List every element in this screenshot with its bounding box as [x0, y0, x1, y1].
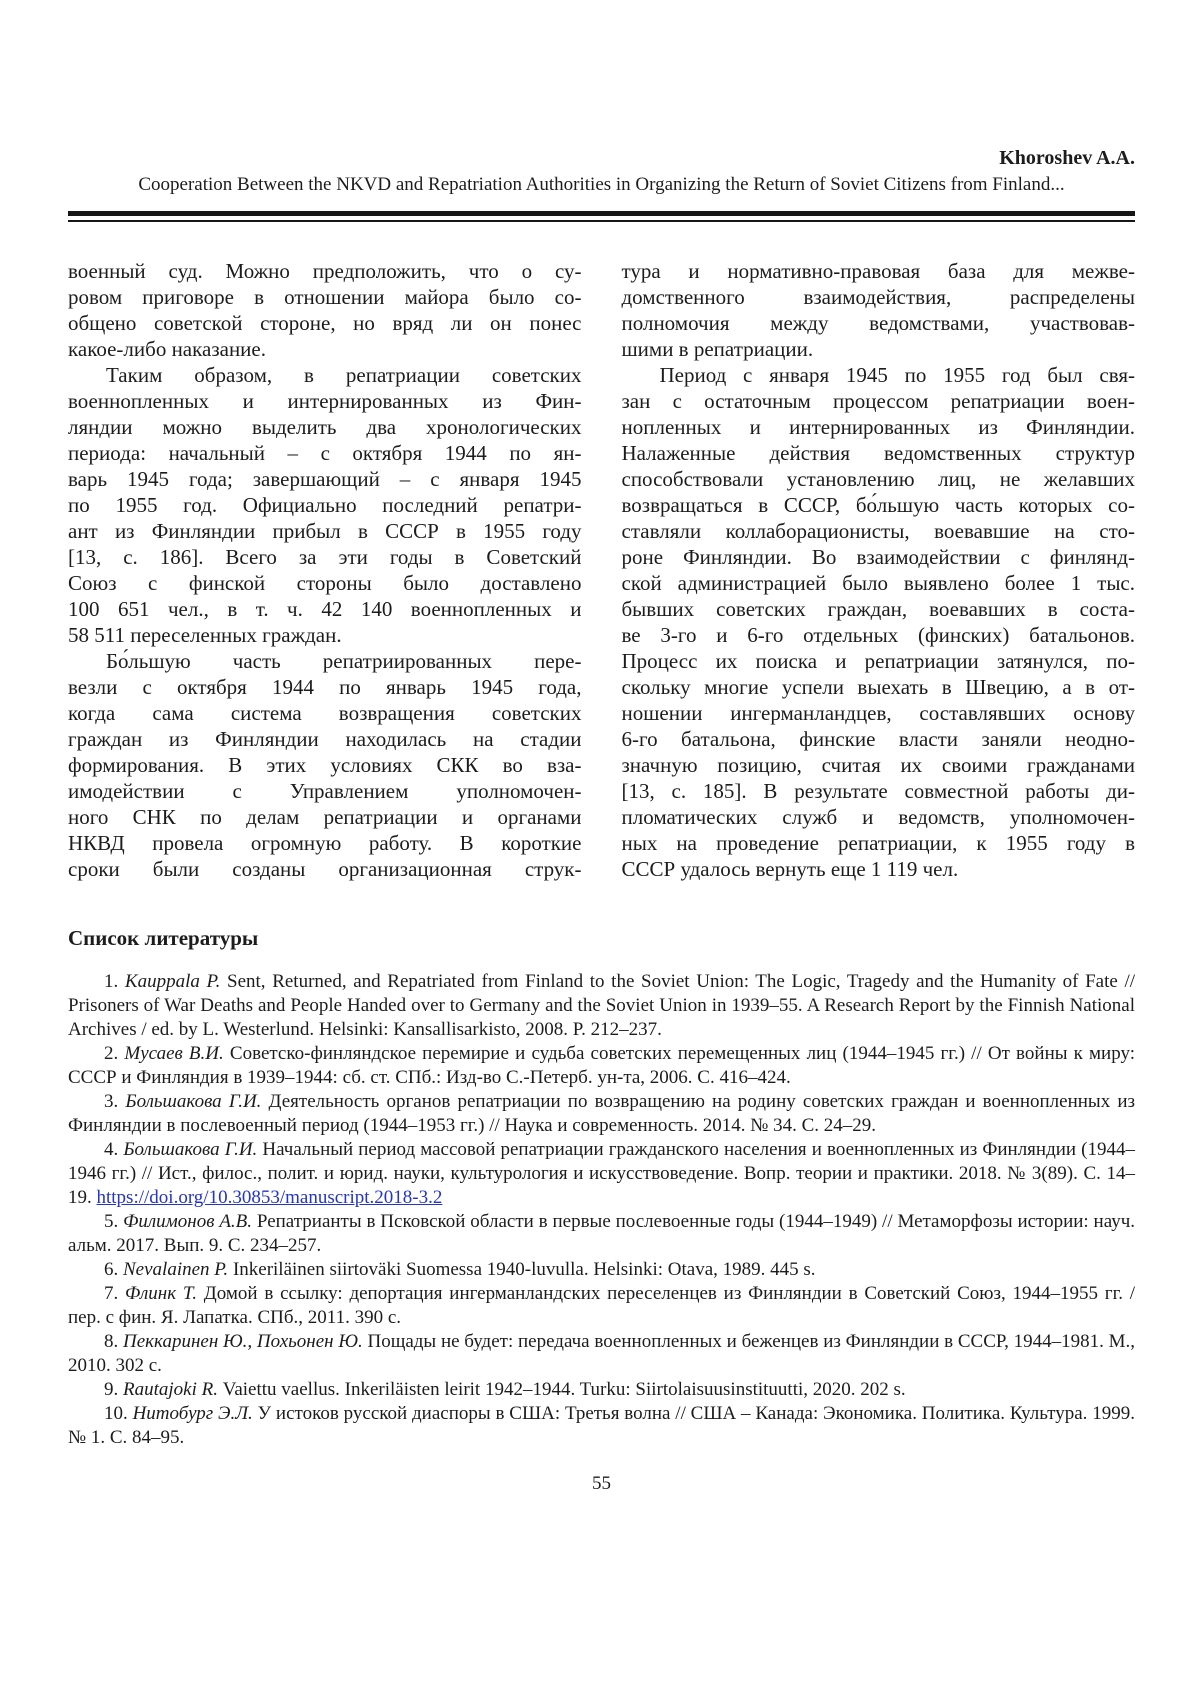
reference-author: Nevalainen P. [123, 1259, 233, 1280]
body-columns [68, 258, 1135, 882]
text-line: формирования. В этих условиях СКК во вза- [68, 753, 582, 777]
text-line: Таким образом, в репатриации советских [106, 363, 582, 387]
reference-number: 8. [104, 1331, 124, 1352]
paragraph [68, 648, 582, 882]
text-line: домственного взаимодействия, распределены [621, 285, 1135, 309]
text-line: ных на проведение репатриации, к 1955 году в [621, 831, 1135, 855]
text-line: Период с января 1945 по 1955 год был свя- [659, 363, 1135, 387]
text-line: варь 1945 года; завершающий – с января 1945 [68, 467, 582, 491]
reference-author: Пеккаринен Ю., Похьонен Ю. [123, 1331, 368, 1352]
text-line: ской администрацией было выявлено более 1 тыс. [621, 571, 1135, 595]
text-line: значную позицию, считая их своими гражданами [621, 753, 1135, 777]
doi-link[interactable]: https://doi.org/10.30853/manuscript.2018-3.2 [96, 1187, 443, 1208]
text-line: тура и нормативно-правовая база для межве- [621, 259, 1135, 283]
text-column-right [622, 258, 1136, 882]
reference-author: Большакова Г.И. [125, 1091, 269, 1112]
reference-number: 4. [104, 1139, 124, 1160]
header-rule [68, 211, 1135, 222]
paragraph [68, 258, 582, 362]
reference-author: Филимонов А.В. [123, 1211, 257, 1232]
paragraph [622, 258, 1136, 362]
text-line: сроки были созданы организационная струк- [68, 857, 582, 881]
text-line: когда сама система возвращения советских [68, 701, 582, 725]
reference-author: Rautajoki R. [123, 1379, 223, 1400]
reference-number: 6. [104, 1259, 123, 1280]
text-line: военнопленных и интернированных из Фин- [68, 389, 582, 413]
text-line: 6-го батальона, финские власти заняли неодно- [621, 727, 1135, 751]
text-line: по 1955 год. Официально последний репатри- [68, 493, 582, 517]
text-line: ант из Финляндии прибыл в СССР в 1955 году [68, 519, 582, 543]
reference-author: Большакова Г.И. [123, 1139, 263, 1160]
reference-item: 4. Большакова Г.И. Начальный период массовой репатриации гражданского населения и военнопленных из Финляндии (1944–1946 гг.) // Ист., филос., полит. и юрид. науки, культурология и искусствоведение. Вопр. теории и практики. 2018. № 3(89). С. 14–19. https://doi.org/10.30853/manuscript.2018-3.2 [68, 1139, 1135, 1208]
text-line: пломатических служб и ведомств, уполномочен- [621, 805, 1135, 829]
reference-number: 7. [104, 1283, 126, 1304]
text-line: нопленных и интернированных из Финляндии. [621, 415, 1135, 439]
references-heading: Список литературы [68, 926, 259, 950]
reference-number: 2. [104, 1043, 125, 1064]
text-line: бывших советских граждан, воевавших в соста- [621, 597, 1135, 621]
running-head-title: Cooperation Between the NKVD and Repatriation Authorities in Organizing the Return of Soviet Citizens from Finland... [138, 174, 1065, 195]
reference-number: 5. [104, 1211, 124, 1232]
text-line: периода: начальный – с октября 1944 по ян- [68, 441, 582, 465]
paragraph [622, 362, 1136, 882]
text-line: скольку многие успели выехать в Швецию, а в от- [621, 675, 1135, 699]
text-line: [13, с. 186]. Всего за эти годы в Советский [68, 545, 582, 569]
text-line: зан с остаточным процессом репатриации воен- [621, 389, 1135, 413]
text-line: военный суд. Можно предположить, что о су- [68, 259, 582, 283]
page-number: 55 [592, 1473, 611, 1494]
reference-item: 10. Нитобург Э.Л. У истоков русской диаспоры в США: Третья волна // США – Канада: Экономика. Политика. Культура. 1999. № 1. С. 84–95. [68, 1403, 1135, 1448]
text-line: имодействии с Управлением уполномочен- [68, 779, 582, 803]
text-line: Процесс их поиска и репатриации затянулся, по- [621, 649, 1135, 673]
text-line: НКВД провела огромную работу. В короткие [68, 831, 582, 855]
reference-number: 10. [104, 1403, 133, 1424]
reference-author: Флинк Т. [125, 1283, 204, 1304]
text-line: способствовали установлению лиц, не желавших [621, 467, 1135, 491]
text-line: [13, с. 185]. В результате совместной работы ди- [621, 779, 1135, 803]
reference-item: 5. Филимонов А.В. Репатрианты в Псковской области в первые послевоенные годы (1944–1949) // Метаморфозы истории: науч. альм. 2017. Вып. 9. С. 234–257. [68, 1211, 1136, 1256]
reference-author: Нитобург Э.Л. [132, 1403, 258, 1424]
text-column-left [68, 258, 582, 882]
text-line: полномочия между ведомствами, участвовав- [621, 311, 1135, 335]
reference-number: 9. [104, 1379, 123, 1400]
text-line: граждан из Финляндии находилась на стадии [68, 727, 582, 751]
reference-item: 7. Флинк Т. Домой в ссылку: депортация ингерманландских переселенцев из Финляндии в Советский Союз, 1944–1955 гг. / пер. с фин. Я. Лапатка. СПб., 2011. 390 с. [68, 1283, 1136, 1328]
text-line: общено советской стороне, но вряд ли он понес [68, 311, 582, 335]
text-line: Бо́льшую часть репатриированных пере- [106, 649, 582, 673]
running-head-author: Khoroshev A.A. [999, 147, 1135, 169]
text-line: ного СНК по делам репатриации и органами [68, 805, 582, 829]
reference-item: 9. Rautajoki R. Vaiettu vaellus. Inkeriläisten leirit 1942–1944. Turku: Siirtolaisuusinstituutti, 2020. 202 s. [104, 1379, 906, 1400]
reference-item: 6. Nevalainen P. Inkeriläinen siirtoväki Suomessa 1940-luvulla. Helsinki: Otava, 1989. 445 s. [104, 1259, 816, 1280]
text-line: ляндии можно выделить два хронологических [68, 415, 582, 439]
reference-author: Мусаев В.И. [124, 1043, 230, 1064]
text-line: 100 651 чел., в т. ч. 42 140 военнопленных и [68, 597, 582, 621]
text-line: ве 3-го и 6-го отдельных (финских) батальонов. [621, 623, 1135, 647]
text-line: ставляли коллаборационисты, воевавшие на сто- [621, 519, 1135, 543]
text-line: СССР удалось вернуть еще 1 119 чел. [621, 857, 959, 881]
text-line: возвращаться в СССР, бо́льшую часть которых со- [621, 493, 1135, 517]
text-line: ношении ингерманландцев, составлявших основу [621, 701, 1135, 725]
reference-author: Kauppala P. [124, 971, 228, 992]
references-list [68, 970, 1135, 1450]
paragraph [68, 362, 582, 648]
reference-item: 3. Большакова Г.И. Деятельность органов репатриации по возвращению на родину советских граждан и военнопленных из Финляндии в послевоенный период (1944–1953 гг.) // Наука и современность. 2014. № 34. С. 24–29. [68, 1091, 1135, 1136]
text-line: 58 511 переселенных граждан. [68, 623, 342, 647]
reference-item: 8. Пеккаринен Ю., Похьонен Ю. Пощады не будет: передача военнопленных и беженцев из Финляндии в СССР, 1944–1981. М., 2010. 302 с. [68, 1331, 1135, 1376]
text-line: шими в репатриации. [621, 337, 814, 361]
text-line: Налаженные действия ведомственных структур [621, 441, 1135, 465]
text-line: роне Финляндии. Во взаимодействии с финлянд- [621, 545, 1135, 569]
reference-item: 1. Kauppala P. Sent, Returned, and Repatriated from Finland to the Soviet Union: The Logic, Tragedy and the Humanity of Fate // Prisoners of War Deaths and People Handed over to Germany and the Soviet Union in 1939–55. A Research Report by the Finnish National Archives / ed. by L. Westerlund. Helsinki: Kansallisarkisto, 2008. P. 212–237. [68, 971, 1136, 1040]
text-line: Союз с финской стороны было доставлено [68, 571, 582, 595]
reference-item: 2. Мусаев В.И. Советско-финляндское перемирие и судьба советских перемещенных лиц (1944–1945 гг.) // От войны к миру: СССР и Финляндия в 1939–1944: сб. ст. СПб.: Изд-во С.-Петерб. ун-та, 2006. С. 416–424. [68, 1043, 1135, 1088]
reference-number: 1. [104, 971, 125, 992]
text-line: какое-либо наказание. [68, 337, 266, 361]
text-line: везли с октября 1944 по январь 1945 года, [68, 675, 582, 699]
text-line: ровом приговоре в отношении майора было со- [68, 285, 582, 309]
reference-number: 3. [104, 1091, 126, 1112]
